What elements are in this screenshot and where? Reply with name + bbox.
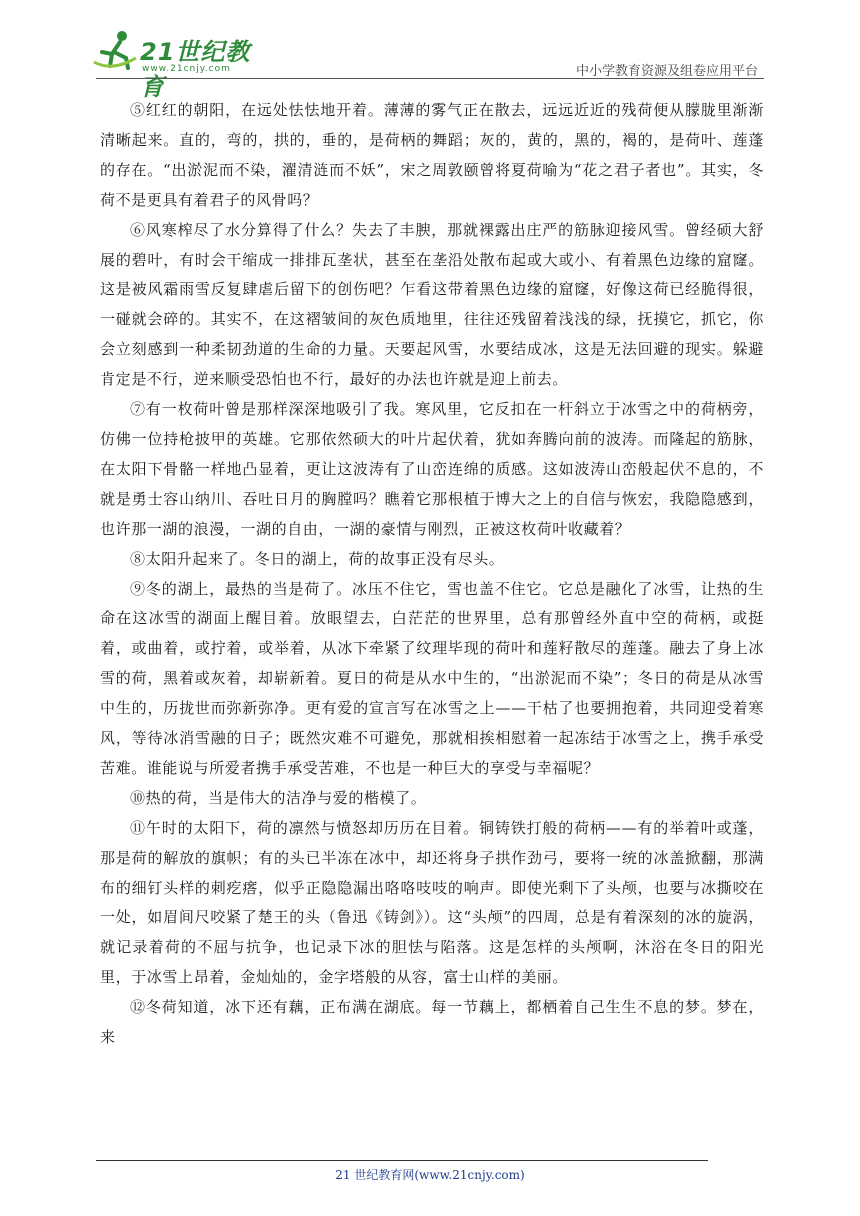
paragraph-11: ⑪午时的太阳下，荷的凛然与愤怒却历历在目着。铜铸铁打般的荷柄——有的举着叶或蓬，那是荷的解放的旗帜；有的头已半冻在冰中，却还将身子拱作劲弓，要将一统的冰盖掀翻，那满布的细钉头样的刺疙瘩，似乎正隐隐漏出咯咯吱吱的响声。即使光剩下了头颅，也要与冰撕咬在一处，如眉间尺咬紧了楚王的头（鲁迅《铸剑》）。这“头颅”的四周，总是有着深刻的冰的旋涡，就记录着荷的不屈与抗争，也记录下冰的胆怯与陷落。这是怎样的头颅啊，沐浴在冬日的阳光里，于冰雪上昂着，金灿灿的，金字塔般的从容，富士山样的美丽。 xyxy=(100,818,764,987)
article-body xyxy=(100,96,764,1053)
paragraph-6: ⑥风寒榨尽了水分算得了什么？失去了丰腴，那就裸露出庄严的筋脉迎接风雪。曾经硕大舒展的碧叶，有时会干缩成一排排瓦垄状，甚至在垄沿处散布起或大或小、有着黑色边缘的窟窿。这是被风霜雨雪反复肆虐后留下的创伤吧？乍看这带着黑色边缘的窟窿，好像这荷已经脆得很，一碰就会碎的。其实不，在这褶皱间的灰色质地里，往往还残留着浅浅的绿，抚摸它，抓它，你会立刻感到一种柔韧劲道的生命的力量。天要起风雪，水要结成冰，这是无法回避的现实。躲避肯定是不行，逆来顺受恐怕也不行，最好的办法也许就是迎上前去。 xyxy=(100,220,764,389)
logo-url: www.21cnjy.com xyxy=(142,64,231,74)
site-logo[interactable] xyxy=(92,28,272,101)
footer-divider xyxy=(96,1160,708,1161)
paragraph-12: ⑫冬荷知道，冰下还有藕，正布满在湖底。每一节藕上，都栖着自己生生不息的梦。梦在，来 xyxy=(100,998,764,1047)
paragraph-9: ⑨冬的湖上，最热的当是荷了。冰压不住它，雪也盖不住它。它总是融化了冰雪，让热的生命在这冰雪的湖面上醒目着。放眼望去，白茫茫的世界里，总有那曾经外直中空的荷柄，或挺着，或曲着，或拧着，或举着，从冰下牵紧了纹理毕现的荷叶和莲籽散尽的莲蓬。融去了身上冰雪的荷，黑着或灰着，却崭新着。夏日的荷是从水中生的，“出淤泥而不染”；冬日的荷是从冰雪中生的，历拢世而弥新弥净。更有爱的宣言写在冰雪之上——干枯了也要拥抱着，共同迎受着寒风，等待冰消雪融的日子；既然灾难不可避免，那就相挨相慰着一起冻结于冰雪之上，携手承受苦难。谁能说与所爱者携手承受苦难，不也是一种巨大的享受与幸福呢？ xyxy=(100,579,764,777)
platform-name: 中小学教育资源及组卷应用平台 xyxy=(575,64,758,79)
page-header xyxy=(0,0,860,101)
paragraph-10: ⑩热的荷，当是伟大的洁净与爱的楷模了。 xyxy=(130,788,427,807)
runner-logo-icon xyxy=(92,28,138,74)
paragraph-5: ⑤红红的朝阳，在远处怯怯地开着。薄薄的雾气正在散去，远远近近的残荷便从朦胧里渐渐清晰起来。直的，弯的，拱的，垂的，是荷柄的舞蹈；灰的，黄的，黑的，褐的，是荷叶、莲蓬的存在。“出淤泥而不染，濯清涟而不妖”，宋之周敦颐曾将夏荷喻为“花之君子者也”。其实，冬荷不是更具有着君子的风骨吗？ xyxy=(100,101,764,209)
paragraph-7: ⑦有一枚荷叶曾是那样深深地吸引了我。寒风里，它反扣在一杆斜立于冰雪之中的荷柄旁，仿佛一位持枪披甲的英雄。它那依然硕大的叶片起伏着，犹如奔腾向前的波涛。而隆起的筋脉，在太阳下骨骼一样地凸显着，更让这波涛有了山峦连绵的质感。这如波涛山峦般起伏不息的，不就是勇士容山纳川、吞吐日月的胸膛吗？瞧着它那根植于博大之上的自信与恢宏，我隐隐感到，也许那一湖的浪漫，一湖的自由，一湖的豪情与刚烈，正被这枚荷叶收藏着？ xyxy=(100,400,764,538)
paragraph-8: ⑧太阳升起来了。冬日的湖上，荷的故事正没有尽头。 xyxy=(130,549,505,568)
footer-link[interactable]: 21 世纪教育网(www.21cnjy.com) xyxy=(335,1168,525,1182)
logo-text: 21世纪教育 xyxy=(140,38,251,101)
header-divider xyxy=(96,78,764,79)
